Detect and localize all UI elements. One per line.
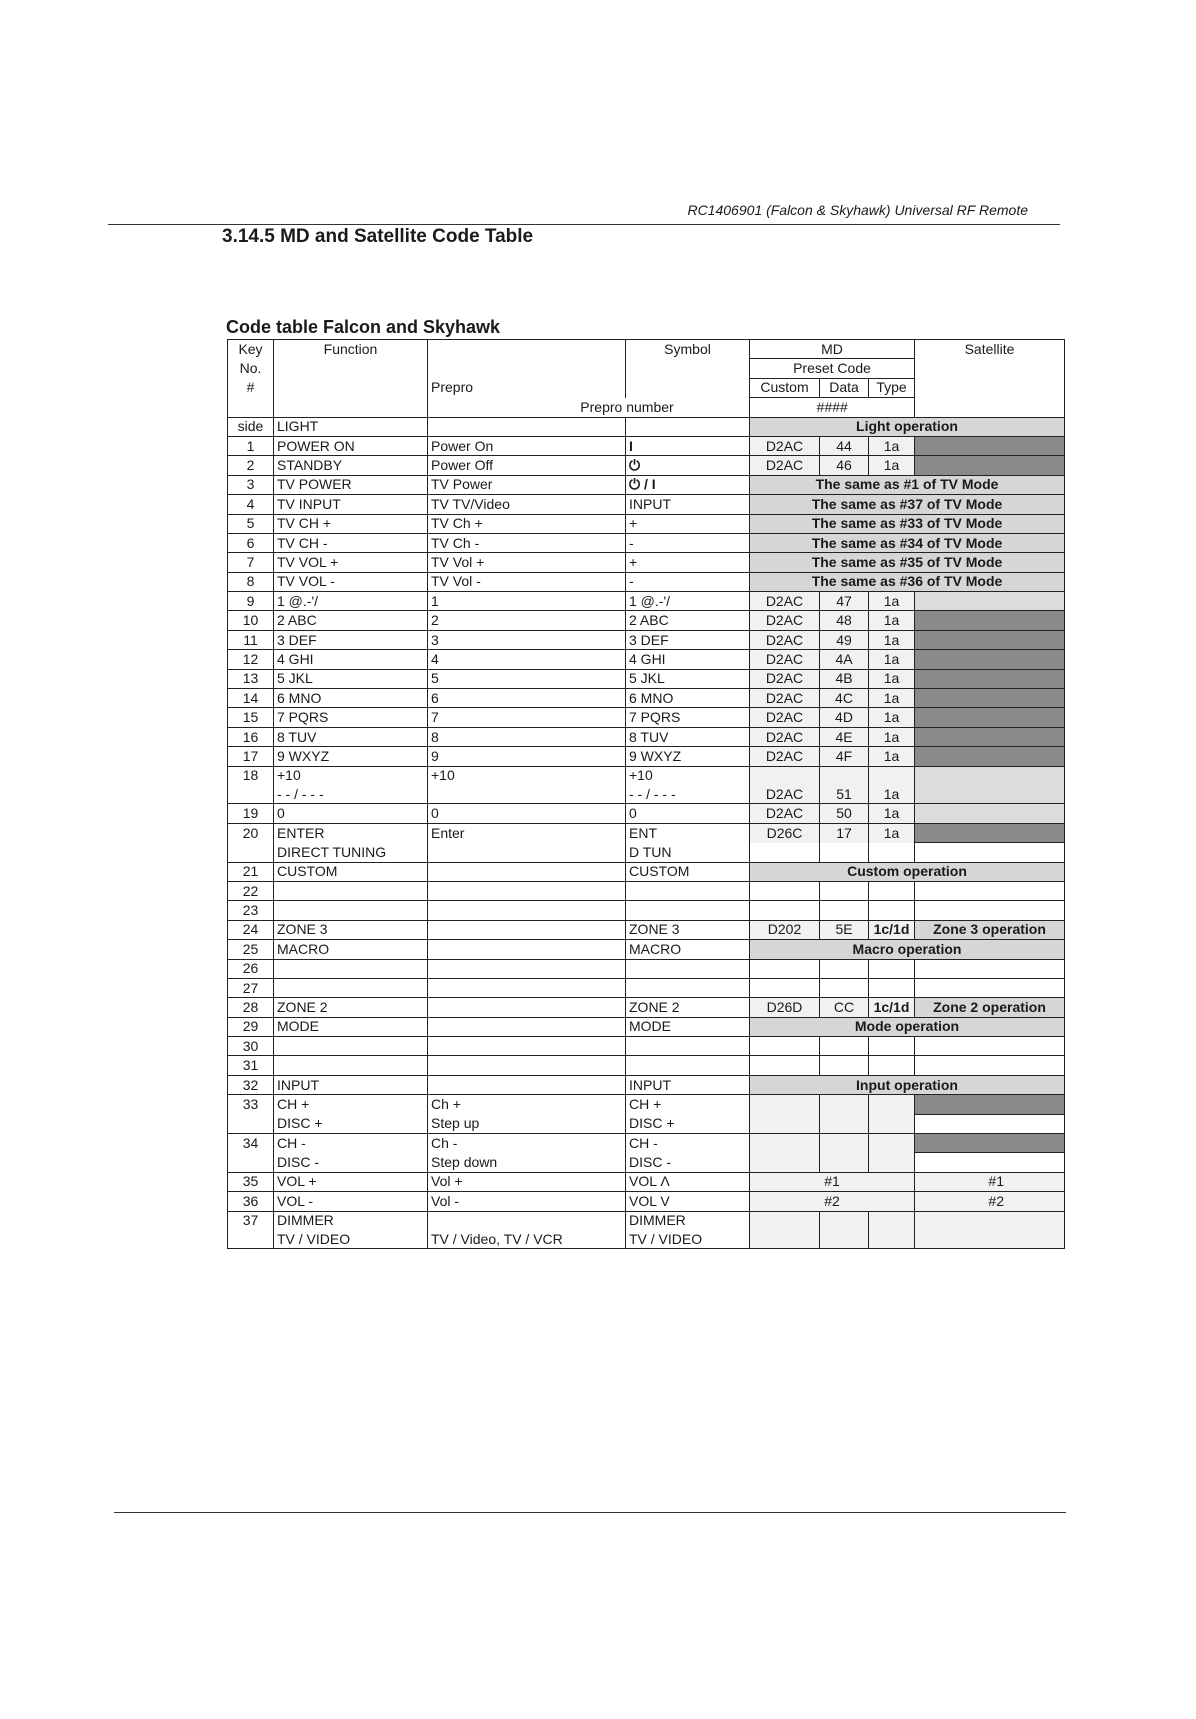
table-row: 19 0 0 0 D2AC 50 1a <box>228 804 1065 823</box>
table-row: 25 MACRO MACRO Macro operation <box>228 940 1065 959</box>
col-function: Function <box>274 340 428 359</box>
table-row: 3 TV POWER TV Power ⏻ / I The same as #1 of TV Mode <box>228 475 1065 494</box>
table-row: 11 3 DEF 3 3 DEF D2AC 49 1a <box>228 630 1065 649</box>
table-row: 13 5 JKL 5 5 JKL D2AC 4B 1a <box>228 669 1065 688</box>
light-operation: Light operation <box>750 417 1065 436</box>
table-row: DISC - Step down DISC - <box>228 1153 1065 1172</box>
table-row: 34 CH - Ch - CH - <box>228 1134 1065 1153</box>
table-row: 8 TV VOL - TV Vol - - The same as #36 of TV Mode <box>228 572 1065 591</box>
code-table <box>227 339 1065 1249</box>
col-satellite: Satellite <box>915 340 1065 359</box>
col-key: Key <box>228 340 274 359</box>
table-row: 29 MODE MODE Mode operation <box>228 1017 1065 1036</box>
footer-rule <box>114 1512 1066 1513</box>
col-custom: Custom <box>750 378 820 397</box>
table-row: 6 TV CH - TV Ch - - The same as #34 of TV Mode <box>228 533 1065 552</box>
header-row <box>228 340 1065 359</box>
table-row: TV / VIDEO TV / Video, TV / VCR TV / VIDEO <box>228 1230 1065 1249</box>
table-row: 18 +10 +10 +10 D2AC 51 1a <box>228 766 1065 785</box>
table-row: 9 1 @.-'/ 1 1 @.-'/ D2AC 47 1a <box>228 592 1065 611</box>
table-row: 23 <box>228 901 1065 920</box>
table-row: DISC + Step up DISC + <box>228 1114 1065 1133</box>
col-symbol: Symbol <box>626 340 750 359</box>
table-row: 28 ZONE 2 ZONE 2 D26D CC 1c/1d Zone 2 operation <box>228 998 1065 1017</box>
power-icon: ⏻ <box>626 456 750 475</box>
table-row: 22 <box>228 881 1065 900</box>
table-title: Code table Falcon and Skyhawk <box>226 317 501 337</box>
table-row: 27 <box>228 978 1065 997</box>
table-row: 20 ENTER Enter ENT D26C 17 1a <box>228 823 1065 842</box>
table-row: 17 9 WXYZ 9 9 WXYZ D2AC 4F 1a <box>228 747 1065 766</box>
table-row: 35 VOL + Vol + VOL Λ #1 #1 <box>228 1172 1065 1191</box>
table-row: 30 <box>228 1037 1065 1056</box>
table-row: 32 INPUT INPUT Input operation <box>228 1075 1065 1094</box>
power-toggle-icon: ⏻ / I <box>626 475 750 494</box>
table-row: 37 DIMMER DIMMER <box>228 1211 1065 1230</box>
table-row: 2 STANDBY Power Off ⏻ D2AC 46 1a <box>228 456 1065 475</box>
table-row: - - / - - - - - / - - - <box>228 785 1065 804</box>
table-row: 5 TV CH + TV Ch + + The same as #33 of TV Mode <box>228 514 1065 533</box>
table-row: 12 4 GHI 4 4 GHI D2AC 4A 1a <box>228 650 1065 669</box>
table-row: 16 8 TUV 8 8 TUV D2AC 4E 1a <box>228 727 1065 746</box>
table-row: 7 TV VOL + TV Vol + + The same as #35 of TV Mode <box>228 553 1065 572</box>
col-md: MD <box>750 340 915 359</box>
col-preset-code: Preset Code <box>750 359 915 378</box>
table-row: 15 7 PQRS 7 7 PQRS D2AC 4D 1a <box>228 708 1065 727</box>
header-rule <box>108 224 1060 225</box>
table-row: 14 6 MNO 6 6 MNO D2AC 4C 1a <box>228 689 1065 708</box>
table-row: 21 CUSTOM CUSTOM Custom operation <box>228 862 1065 881</box>
table-row: DIRECT TUNING D TUN <box>228 843 1065 862</box>
table-row: side LIGHT Light operation <box>228 417 1065 436</box>
header-row: Prepro number #### <box>228 398 1065 417</box>
col-prepro-number: Prepro number <box>428 398 750 417</box>
header-row: No. Preset Code <box>228 359 1065 378</box>
col-data: Data <box>820 378 869 397</box>
section-title: 3.14.5 MD and Satellite Code Table <box>222 226 534 247</box>
table-row: 4 TV INPUT TV TV/Video INPUT The same as #37 of TV Mode <box>228 495 1065 514</box>
col-type: Type <box>869 378 915 397</box>
table-row: 1 POWER ON Power On I D2AC 44 1a <box>228 436 1065 455</box>
document-header: RC1406901 (Falcon & Skyhawk) Universal RF Remote <box>687 202 1028 218</box>
table-row: 26 <box>228 959 1065 978</box>
table-row: 31 <box>228 1056 1065 1075</box>
table-row: 10 2 ABC 2 2 ABC D2AC 48 1a <box>228 611 1065 630</box>
table-row: 33 CH + Ch + CH + <box>228 1095 1065 1114</box>
col-prepro: Prepro <box>428 378 626 397</box>
header-row: # Prepro Custom Data Type <box>228 378 1065 397</box>
table-row: 24 ZONE 3 ZONE 3 D202 5E 1c/1d Zone 3 operation <box>228 920 1065 939</box>
table-row: 36 VOL - Vol - VOL V #2 #2 <box>228 1192 1065 1211</box>
